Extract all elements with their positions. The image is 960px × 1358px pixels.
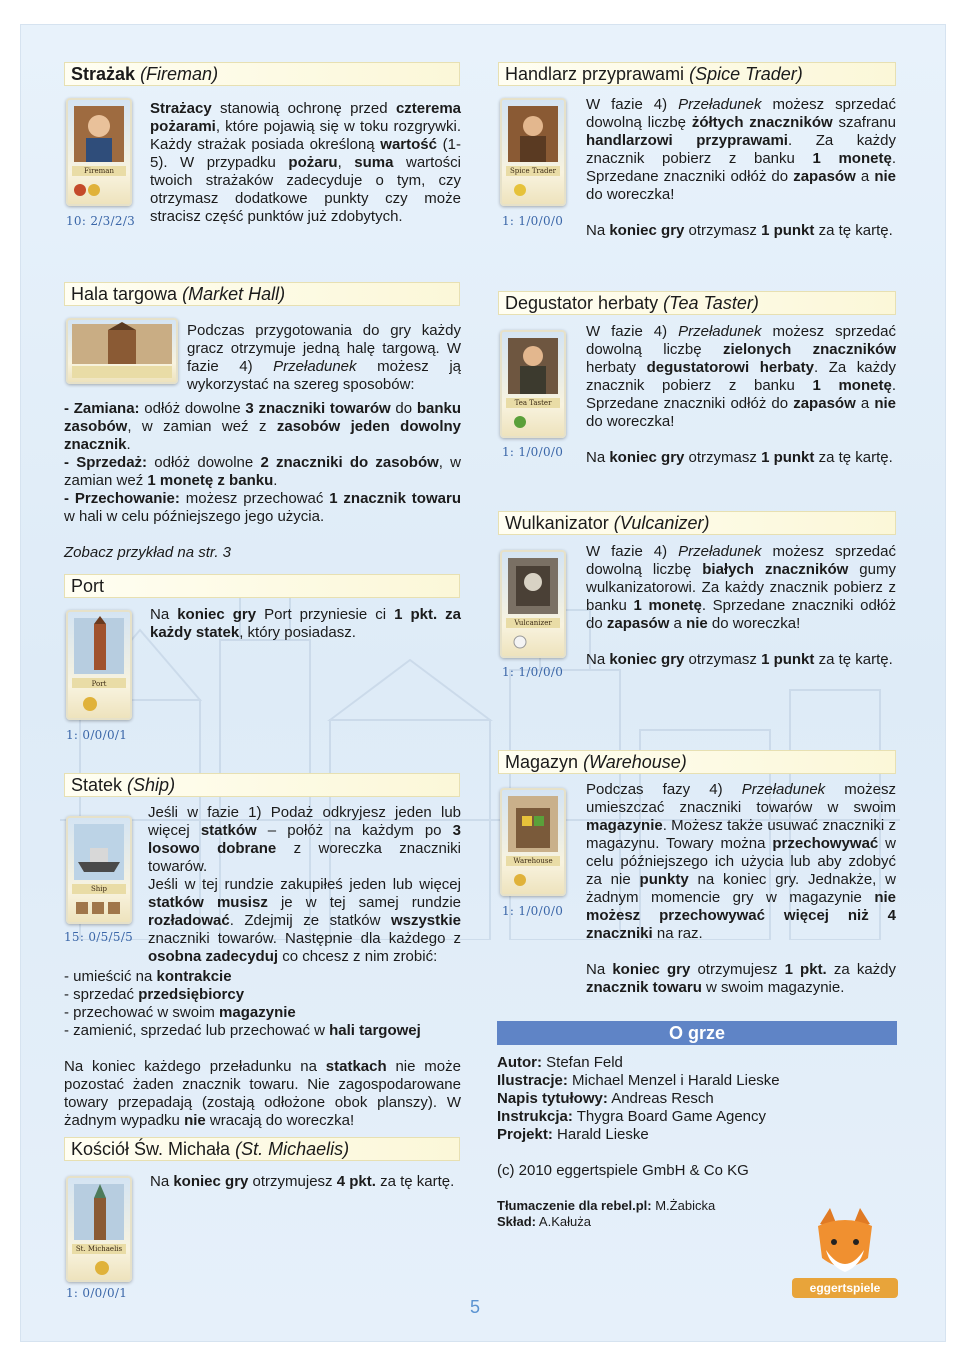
fireman-code: 10: 2/3/2/3 [66, 214, 136, 228]
port-heading: Port [64, 574, 460, 598]
market-intro: Podczas przygotowania do gry każdy gracz otrzymuje jedną halę targową. W fazie 4) Przeładunek możesz ją wykorzystać na szereg sposobów: [187, 322, 461, 393]
eggertspiele-logo [790, 1206, 900, 1302]
spice-text: W fazie 4) Przeładunek możesz sprzedać dowolną liczbę żółtych znaczników szafranu handlarzowi przyprawami. Za każdy znacznik pobierz z banku 1 monetę. Sprzedane znaczniki odłóż do zapasów a nie do woreczka! [586, 96, 896, 203]
michael-code: 1: 0/0/0/1 [66, 1286, 128, 1300]
ship-text-1: Jeśli w fazie 1) Podaż odkryjesz jeden lub więcej statków – połóż na każdym po 3 losowo dobrane z woreczka znaczniki towarów. [148, 804, 461, 875]
tea-points: Na koniec gry otrzymasz 1 punkt za tę kartę. [586, 449, 893, 466]
tea-code: 1: 1/0/0/0 [502, 445, 564, 459]
tea-text: W fazie 4) Przeładunek możesz sprzedać dowolną liczbę zielonych znaczników herbaty degustatorowi herbaty. Za każdy znacznik pobierz z banku 1 monetę. Sprzedane znaczniki odłóż do zapasów a nie do woreczka! [586, 323, 896, 430]
spice-points: Na koniec gry otrzymasz 1 punkt za tę kartę. [586, 222, 893, 239]
warehouse-text: Podczas fazy 4) Przeładunek możesz umieszczać znaczniki towarów w swoim magazynie. Możesz także usuwać znaczniki z magazynu. Towary można przechowywać w celu późniejszego ich użycia lub aby zdobyć za nie punkty na koniec gry. Jednakże, w żadnym momencie gry w magazynie nie możesz przechowywać więcej niż 4 znaczniki na raz. [586, 781, 897, 942]
spice-card-name: Spice Trader [510, 167, 556, 175]
michael-card [66, 1176, 132, 1282]
market-example-ref: Zobacz przykład na str. 3 [64, 544, 232, 561]
credit-translation: Tłumaczenie dla rebel.pl: M.Żabicka [497, 1198, 716, 1213]
fireman-card [66, 98, 132, 206]
vulc-text: W fazie 4) Przeładunek możesz sprzedać dowolną liczbę białych znaczników gumy wulkanizatorowi. Za każdy znacznik pobierz z banku 1 monetę. Sprzedane znaczniki odłóż do zapasów a nie do woreczka! [586, 543, 896, 632]
ship-text-2: Jeśli w tej rundzie zakupiłeś jeden lub więcej statków musisz je w tej samej rundzie rozładować. Zdejmij ze statków wszystkie znaczniki towarów. Następnie dla każdego z osobna zadecyduj co chcesz z nim zrobić: [148, 876, 461, 965]
michael-card-name: St. Michaelis [75, 1245, 123, 1253]
ship-option-4: - zamienić, sprzedać lub przechować w hali targowej [64, 1022, 421, 1039]
port-code: 1: 0/0/0/1 [66, 728, 128, 742]
vulc-points: Na koniec gry otrzymasz 1 punkt za tę kartę. [586, 651, 893, 668]
spice-code: 1: 1/0/0/0 [502, 214, 564, 228]
about-heading: O grze [497, 1021, 897, 1045]
tea-heading: Degustator herbaty (Tea Taster) [498, 291, 896, 315]
ship-option-1: - umieścić na kontrakcie [64, 968, 232, 985]
vulc-card-name: Vulcanizer [514, 619, 552, 627]
credit-title-lettering: Napis tytułowy: Andreas Resch [497, 1090, 714, 1107]
tea-card-name: Tea Taster [514, 399, 552, 407]
port-card [66, 610, 132, 720]
warehouse-card [500, 788, 566, 896]
market-option-store: - Przechowanie: możesz przechować 1 znacznik towaru w hali w celu późniejszego jego użycia. [64, 490, 461, 525]
copyright: (c) 2010 eggertspiele GmbH & Co KG [497, 1162, 749, 1179]
ship-card [66, 816, 132, 924]
credit-rulebook: Instrukcja: Thygra Board Game Agency [497, 1108, 767, 1125]
ship-text-3: Na koniec każdego przeładunku na statkach nie może pozostać żaden znacznik towaru. Nie zagospodarowane towary przepadają (zostają odłożone obok planszy). W żadnym wypadku nie wracają do woreczka! [64, 1058, 461, 1129]
michael-text: Na koniec gry otrzymujesz 4 pkt. za tę kartę. [150, 1173, 455, 1190]
port-text: Na koniec gry Port przyniesie ci 1 pkt. za każdy statek, który posiadasz. [150, 606, 462, 641]
page-number: 5 [470, 1297, 481, 1317]
michael-heading: Kościół Św. Michała (St. Michaelis) [64, 1137, 460, 1161]
credit-author: Autor: Stefan Feld [497, 1054, 623, 1071]
ship-card-name: Ship [90, 885, 108, 893]
spice-heading: Handlarz przyprawami (Spice Trader) [498, 62, 896, 86]
spice-card [500, 98, 566, 206]
credit-layout: Skład: A.Kałuża [497, 1214, 591, 1229]
credit-project: Projekt: Harald Lieske [497, 1126, 649, 1143]
ship-option-3: - przechować w swoim magazynie [64, 1004, 296, 1021]
warehouse-points: Na koniec gry otrzymujesz 1 pkt. za każdy znacznik towaru w swoim magazynie. [586, 961, 897, 996]
warehouse-heading: Magazyn (Warehouse) [498, 750, 896, 774]
ship-heading: Statek (Ship) [64, 773, 460, 797]
port-card-name: Port [91, 680, 107, 688]
fireman-card-name: Fireman [84, 167, 114, 175]
credit-illustrations: Ilustracje: Michael Menzel i Harald Lieske [497, 1072, 780, 1089]
warehouse-card-name: Warehouse [513, 857, 553, 865]
ship-code: 15: 0/5/5/5 [64, 930, 134, 944]
vulc-card [500, 550, 566, 658]
fireman-heading: Strażak (Fireman) [64, 62, 460, 86]
vulc-code: 1: 1/0/0/0 [502, 665, 564, 679]
market-card [66, 318, 178, 384]
fireman-text: Strażacy stanowią ochronę przed czterema pożarami, które pojawią się w toku rozgrywki. Każdy strażak posiada określoną wartość (1-5). W przypadku pożaru, suma wartości twoich strażaków zadecyduje o tym, czy otrzymasz dodatkowe punkty czy może stracisz część punktów już zdobytych. [150, 100, 461, 225]
market-option-exchange: - Zamiana: odłóż dowolne 3 znaczniki towarów do banku zasobów, w zamian weź z zasobów jeden dowolny znacznik. [64, 400, 461, 453]
market-option-sell: - Sprzedaż: odłóż dowolne 2 znaczniki do zasobów, w zamian weź 1 monetę z banku. [64, 454, 461, 489]
tea-card [500, 330, 566, 438]
market-heading: Hala targowa (Market Hall) [64, 282, 460, 306]
ship-option-2: - sprzedać przedsiębiorcy [64, 986, 245, 1003]
warehouse-code: 1: 1/0/0/0 [502, 904, 564, 918]
vulc-heading: Wulkanizator (Vulcanizer) [498, 511, 896, 535]
svg-text:eggertspiele: eggertspiele [809, 1281, 881, 1295]
